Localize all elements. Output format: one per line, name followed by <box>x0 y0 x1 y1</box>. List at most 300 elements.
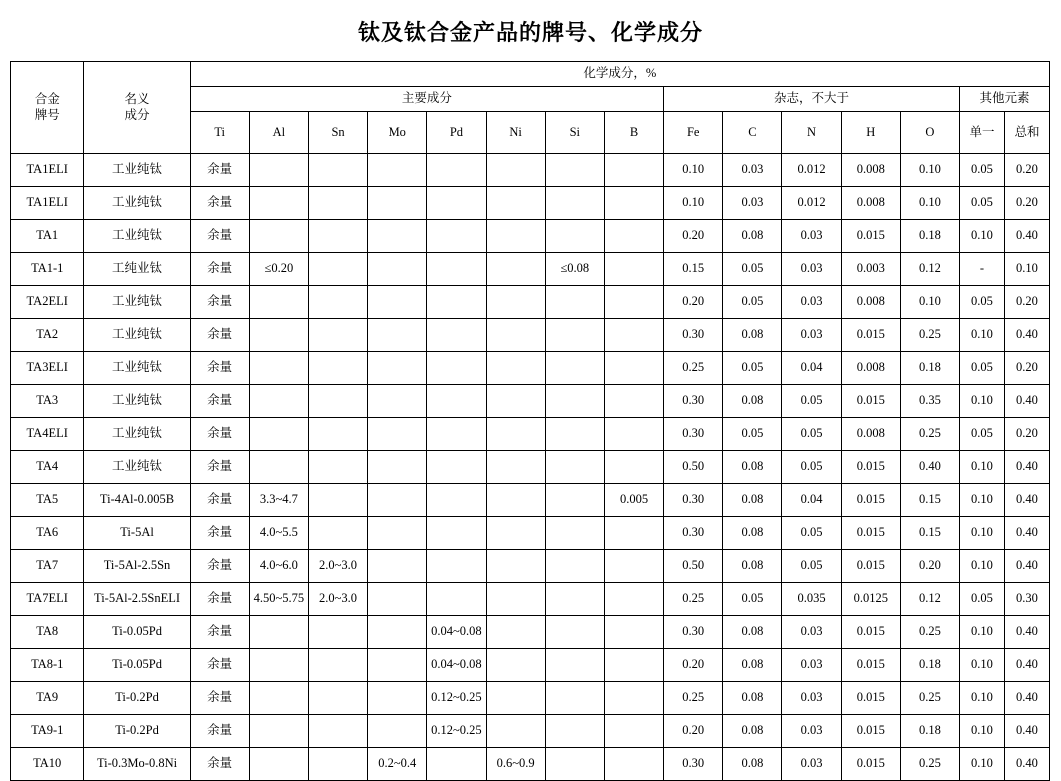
cell-n: 0.05 <box>782 451 841 484</box>
cell-name: 工业纯钛 <box>84 286 190 319</box>
cell-single: 0.10 <box>960 385 1005 418</box>
cell-o: 0.18 <box>900 649 959 682</box>
cell-fe: 0.30 <box>664 418 723 451</box>
cell-fe: 0.25 <box>664 352 723 385</box>
cell-mo <box>368 484 427 517</box>
cell-pd <box>427 220 486 253</box>
cell-single: 0.10 <box>960 484 1005 517</box>
cell-grade: TA4 <box>11 451 84 484</box>
cell-sn <box>308 682 367 715</box>
cell-fe: 0.30 <box>664 616 723 649</box>
cell-si <box>545 418 604 451</box>
cell-c: 0.08 <box>723 220 782 253</box>
cell-ni <box>486 517 545 550</box>
cell-total: 0.40 <box>1004 682 1049 715</box>
cell-al: 4.50~5.75 <box>249 583 308 616</box>
cell-pd <box>427 385 486 418</box>
chemical-composition-table <box>10 61 1050 781</box>
cell-mo <box>368 649 427 682</box>
cell-sn <box>308 748 367 781</box>
cell-b <box>604 385 663 418</box>
table-row <box>11 187 1050 220</box>
cell-single: 0.05 <box>960 154 1005 187</box>
cell-al: 4.0~6.0 <box>249 550 308 583</box>
header-col-mo: Mo <box>368 112 427 154</box>
cell-name: 工纯业钛 <box>84 253 190 286</box>
cell-mo <box>368 253 427 286</box>
cell-si <box>545 682 604 715</box>
cell-si <box>545 319 604 352</box>
cell-single: 0.10 <box>960 616 1005 649</box>
cell-b <box>604 418 663 451</box>
cell-fe: 0.25 <box>664 682 723 715</box>
cell-name: Ti-0.2Pd <box>84 715 190 748</box>
cell-b <box>604 154 663 187</box>
cell-sn <box>308 715 367 748</box>
cell-b <box>604 583 663 616</box>
header-col-c: C <box>723 112 782 154</box>
cell-sn: 2.0~3.0 <box>308 583 367 616</box>
header-impurity-group: 杂志，不大于 <box>664 87 960 112</box>
cell-al <box>249 385 308 418</box>
cell-b <box>604 220 663 253</box>
cell-c: 0.08 <box>723 451 782 484</box>
cell-single: 0.10 <box>960 319 1005 352</box>
cell-h: 0.015 <box>841 748 900 781</box>
cell-c: 0.03 <box>723 187 782 220</box>
cell-ti: 余量 <box>190 616 249 649</box>
cell-o: 0.25 <box>900 616 959 649</box>
cell-c: 0.08 <box>723 385 782 418</box>
cell-o: 0.25 <box>900 418 959 451</box>
cell-sn <box>308 220 367 253</box>
cell-pd: 0.12~0.25 <box>427 715 486 748</box>
cell-h: 0.008 <box>841 418 900 451</box>
cell-o: 0.25 <box>900 748 959 781</box>
cell-ni <box>486 550 545 583</box>
cell-ti: 余量 <box>190 253 249 286</box>
cell-fe: 0.20 <box>664 286 723 319</box>
cell-si <box>545 187 604 220</box>
cell-grade: TA10 <box>11 748 84 781</box>
cell-h: 0.015 <box>841 649 900 682</box>
cell-ni <box>486 352 545 385</box>
cell-grade: TA7ELI <box>11 583 84 616</box>
cell-grade: TA3ELI <box>11 352 84 385</box>
cell-al <box>249 616 308 649</box>
cell-single: 0.10 <box>960 649 1005 682</box>
cell-sn <box>308 286 367 319</box>
cell-al <box>249 418 308 451</box>
cell-mo <box>368 682 427 715</box>
cell-total: 0.40 <box>1004 649 1049 682</box>
cell-si <box>545 550 604 583</box>
cell-c: 0.08 <box>723 484 782 517</box>
cell-n: 0.03 <box>782 715 841 748</box>
cell-mo <box>368 154 427 187</box>
cell-al <box>249 154 308 187</box>
cell-si <box>545 352 604 385</box>
cell-total: 0.20 <box>1004 418 1049 451</box>
cell-h: 0.015 <box>841 319 900 352</box>
cell-mo <box>368 451 427 484</box>
cell-total: 0.40 <box>1004 517 1049 550</box>
header-col-total: 总和 <box>1004 112 1049 154</box>
cell-total: 0.10 <box>1004 253 1049 286</box>
cell-b <box>604 748 663 781</box>
cell-al <box>249 451 308 484</box>
cell-total: 0.40 <box>1004 220 1049 253</box>
cell-al <box>249 319 308 352</box>
header-col-ti: Ti <box>190 112 249 154</box>
cell-b <box>604 451 663 484</box>
cell-b <box>604 286 663 319</box>
cell-pd <box>427 517 486 550</box>
header-col-ni: Ni <box>486 112 545 154</box>
cell-ti: 余量 <box>190 583 249 616</box>
cell-fe: 0.30 <box>664 385 723 418</box>
cell-total: 0.40 <box>1004 715 1049 748</box>
header-main-group: 主要成分 <box>190 87 664 112</box>
cell-fe: 0.15 <box>664 253 723 286</box>
cell-grade: TA8-1 <box>11 649 84 682</box>
cell-mo <box>368 319 427 352</box>
cell-o: 0.12 <box>900 583 959 616</box>
cell-ni <box>486 319 545 352</box>
cell-sn <box>308 319 367 352</box>
cell-al <box>249 286 308 319</box>
cell-ni <box>486 649 545 682</box>
cell-mo <box>368 220 427 253</box>
cell-single: 0.05 <box>960 583 1005 616</box>
cell-n: 0.04 <box>782 484 841 517</box>
cell-ti: 余量 <box>190 286 249 319</box>
cell-ni <box>486 682 545 715</box>
cell-ti: 余量 <box>190 517 249 550</box>
cell-al <box>249 748 308 781</box>
cell-fe: 0.30 <box>664 484 723 517</box>
cell-si <box>545 484 604 517</box>
cell-n: 0.05 <box>782 418 841 451</box>
cell-ti: 余量 <box>190 649 249 682</box>
header-grade <box>11 62 84 154</box>
cell-ti: 余量 <box>190 154 249 187</box>
table-row <box>11 418 1050 451</box>
cell-si <box>545 220 604 253</box>
cell-si <box>545 154 604 187</box>
cell-fe: 0.30 <box>664 319 723 352</box>
cell-ni <box>486 616 545 649</box>
cell-sn <box>308 616 367 649</box>
cell-si <box>545 517 604 550</box>
cell-c: 0.08 <box>723 550 782 583</box>
cell-h: 0.015 <box>841 550 900 583</box>
cell-mo <box>368 715 427 748</box>
cell-total: 0.20 <box>1004 286 1049 319</box>
cell-o: 0.15 <box>900 484 959 517</box>
cell-total: 0.20 <box>1004 352 1049 385</box>
cell-o: 0.40 <box>900 451 959 484</box>
cell-c: 0.05 <box>723 253 782 286</box>
cell-single: 0.10 <box>960 451 1005 484</box>
cell-total: 0.40 <box>1004 748 1049 781</box>
cell-o: 0.18 <box>900 715 959 748</box>
cell-si <box>545 649 604 682</box>
cell-single: - <box>960 253 1005 286</box>
cell-grade: TA2 <box>11 319 84 352</box>
cell-ni <box>486 484 545 517</box>
cell-si: ≤0.08 <box>545 253 604 286</box>
cell-single: 0.10 <box>960 682 1005 715</box>
cell-mo <box>368 583 427 616</box>
cell-fe: 0.10 <box>664 154 723 187</box>
cell-grade: TA1ELI <box>11 187 84 220</box>
cell-fe: 0.10 <box>664 187 723 220</box>
cell-si <box>545 616 604 649</box>
cell-pd <box>427 352 486 385</box>
cell-ti: 余量 <box>190 187 249 220</box>
cell-n: 0.03 <box>782 319 841 352</box>
cell-name: 工业纯钛 <box>84 187 190 220</box>
table-row <box>11 715 1050 748</box>
cell-o: 0.12 <box>900 253 959 286</box>
cell-ti: 余量 <box>190 220 249 253</box>
cell-grade: TA5 <box>11 484 84 517</box>
cell-h: 0.015 <box>841 385 900 418</box>
cell-ni <box>486 187 545 220</box>
cell-sn <box>308 187 367 220</box>
cell-fe: 0.20 <box>664 220 723 253</box>
cell-grade: TA6 <box>11 517 84 550</box>
cell-sn <box>308 451 367 484</box>
cell-total: 0.40 <box>1004 550 1049 583</box>
cell-h: 0.0125 <box>841 583 900 616</box>
header-grade-line1: 合金 <box>34 91 60 106</box>
table-row <box>11 253 1050 286</box>
table-row <box>11 616 1050 649</box>
cell-b <box>604 517 663 550</box>
cell-name: 工业纯钛 <box>84 319 190 352</box>
cell-c: 0.05 <box>723 286 782 319</box>
cell-c: 0.08 <box>723 319 782 352</box>
cell-o: 0.18 <box>900 220 959 253</box>
cell-n: 0.035 <box>782 583 841 616</box>
cell-o: 0.25 <box>900 319 959 352</box>
cell-pd <box>427 451 486 484</box>
cell-fe: 0.20 <box>664 649 723 682</box>
cell-ti: 余量 <box>190 319 249 352</box>
cell-al <box>249 220 308 253</box>
cell-h: 0.003 <box>841 253 900 286</box>
cell-al <box>249 649 308 682</box>
cell-sn <box>308 385 367 418</box>
header-col-n: N <box>782 112 841 154</box>
cell-c: 0.08 <box>723 715 782 748</box>
cell-grade: TA3 <box>11 385 84 418</box>
cell-total: 0.40 <box>1004 385 1049 418</box>
cell-o: 0.10 <box>900 286 959 319</box>
cell-single: 0.05 <box>960 286 1005 319</box>
header-col-h: H <box>841 112 900 154</box>
table-row <box>11 286 1050 319</box>
cell-grade: TA2ELI <box>11 286 84 319</box>
cell-mo <box>368 385 427 418</box>
table-row <box>11 649 1050 682</box>
page-title: 钛及钛合金产品的牌号、化学成分 <box>357 20 703 45</box>
cell-fe: 0.25 <box>664 583 723 616</box>
cell-al <box>249 682 308 715</box>
cell-ni <box>486 385 545 418</box>
header-row-group <box>11 62 1050 87</box>
cell-fe: 0.50 <box>664 550 723 583</box>
cell-grade: TA7 <box>11 550 84 583</box>
cell-n: 0.012 <box>782 154 841 187</box>
cell-n: 0.03 <box>782 649 841 682</box>
cell-single: 0.05 <box>960 187 1005 220</box>
cell-sn <box>308 649 367 682</box>
cell-fe: 0.30 <box>664 748 723 781</box>
cell-ti: 余量 <box>190 550 249 583</box>
cell-fe: 0.50 <box>664 451 723 484</box>
cell-name: 工业纯钛 <box>84 451 190 484</box>
cell-c: 0.08 <box>723 649 782 682</box>
cell-total: 0.20 <box>1004 154 1049 187</box>
cell-si <box>545 583 604 616</box>
cell-h: 0.015 <box>841 484 900 517</box>
table-row <box>11 484 1050 517</box>
header-col-al: Al <box>249 112 308 154</box>
cell-total: 0.30 <box>1004 583 1049 616</box>
cell-o: 0.15 <box>900 517 959 550</box>
cell-mo <box>368 550 427 583</box>
header-col-sn: Sn <box>308 112 367 154</box>
header-composition-group: 化学成分，% <box>190 62 1049 87</box>
table-row <box>11 583 1050 616</box>
header-name-line2: 成分 <box>124 107 150 122</box>
cell-grade: TA1 <box>11 220 84 253</box>
cell-c: 0.08 <box>723 682 782 715</box>
cell-pd <box>427 187 486 220</box>
cell-h: 0.015 <box>841 451 900 484</box>
table-row <box>11 451 1050 484</box>
table-row <box>11 748 1050 781</box>
cell-pd <box>427 418 486 451</box>
cell-o: 0.20 <box>900 550 959 583</box>
cell-name: 工业纯钛 <box>84 220 190 253</box>
cell-pd: 0.04~0.08 <box>427 616 486 649</box>
cell-si <box>545 748 604 781</box>
cell-h: 0.015 <box>841 715 900 748</box>
header-name <box>84 62 190 154</box>
cell-n: 0.03 <box>782 616 841 649</box>
cell-ni <box>486 220 545 253</box>
cell-ti: 余量 <box>190 451 249 484</box>
cell-single: 0.10 <box>960 748 1005 781</box>
cell-name: Ti-5Al-2.5Sn <box>84 550 190 583</box>
cell-grade: TA9-1 <box>11 715 84 748</box>
cell-al: ≤0.20 <box>249 253 308 286</box>
cell-total: 0.40 <box>1004 319 1049 352</box>
cell-pd <box>427 286 486 319</box>
cell-single: 0.05 <box>960 352 1005 385</box>
cell-n: 0.03 <box>782 682 841 715</box>
cell-b <box>604 616 663 649</box>
cell-ti: 余量 <box>190 484 249 517</box>
cell-name: Ti-0.05Pd <box>84 649 190 682</box>
header-grade-line2: 牌号 <box>34 107 60 122</box>
cell-pd <box>427 154 486 187</box>
cell-c: 0.05 <box>723 583 782 616</box>
table-row <box>11 682 1050 715</box>
table-row <box>11 154 1050 187</box>
cell-b: 0.005 <box>604 484 663 517</box>
cell-single: 0.05 <box>960 418 1005 451</box>
cell-name: 工业纯钛 <box>84 418 190 451</box>
cell-al <box>249 187 308 220</box>
cell-h: 0.008 <box>841 187 900 220</box>
cell-n: 0.03 <box>782 748 841 781</box>
cell-pd: 0.04~0.08 <box>427 649 486 682</box>
table-row <box>11 517 1050 550</box>
cell-total: 0.40 <box>1004 616 1049 649</box>
cell-b <box>604 649 663 682</box>
cell-ti: 余量 <box>190 385 249 418</box>
cell-ni <box>486 286 545 319</box>
document-page <box>0 16 1061 771</box>
cell-mo: 0.2~0.4 <box>368 748 427 781</box>
table-body <box>11 154 1050 781</box>
cell-mo <box>368 517 427 550</box>
cell-h: 0.008 <box>841 154 900 187</box>
cell-pd: 0.12~0.25 <box>427 682 486 715</box>
cell-ti: 余量 <box>190 352 249 385</box>
cell-n: 0.05 <box>782 550 841 583</box>
cell-ni <box>486 583 545 616</box>
cell-ni: 0.6~0.9 <box>486 748 545 781</box>
cell-o: 0.18 <box>900 352 959 385</box>
header-other-group: 其他元素 <box>960 87 1050 112</box>
cell-name: 工业纯钛 <box>84 154 190 187</box>
cell-h: 0.015 <box>841 517 900 550</box>
cell-o: 0.10 <box>900 187 959 220</box>
table-header <box>11 62 1050 154</box>
cell-n: 0.03 <box>782 286 841 319</box>
cell-c: 0.05 <box>723 418 782 451</box>
cell-name: 工业纯钛 <box>84 352 190 385</box>
cell-single: 0.10 <box>960 715 1005 748</box>
cell-total: 0.20 <box>1004 187 1049 220</box>
cell-fe: 0.30 <box>664 517 723 550</box>
header-name-line1: 名义 <box>124 91 150 106</box>
cell-name: Ti-0.2Pd <box>84 682 190 715</box>
cell-name: Ti-5Al-2.5SnELI <box>84 583 190 616</box>
cell-ni <box>486 253 545 286</box>
cell-n: 0.05 <box>782 385 841 418</box>
cell-o: 0.10 <box>900 154 959 187</box>
cell-b <box>604 715 663 748</box>
table-row <box>11 385 1050 418</box>
cell-b <box>604 550 663 583</box>
cell-h: 0.008 <box>841 286 900 319</box>
cell-mo <box>368 187 427 220</box>
cell-pd <box>427 583 486 616</box>
cell-sn <box>308 352 367 385</box>
cell-name: Ti-4Al-0.005B <box>84 484 190 517</box>
cell-si <box>545 715 604 748</box>
cell-grade: TA1ELI <box>11 154 84 187</box>
table-row <box>11 352 1050 385</box>
cell-o: 0.35 <box>900 385 959 418</box>
